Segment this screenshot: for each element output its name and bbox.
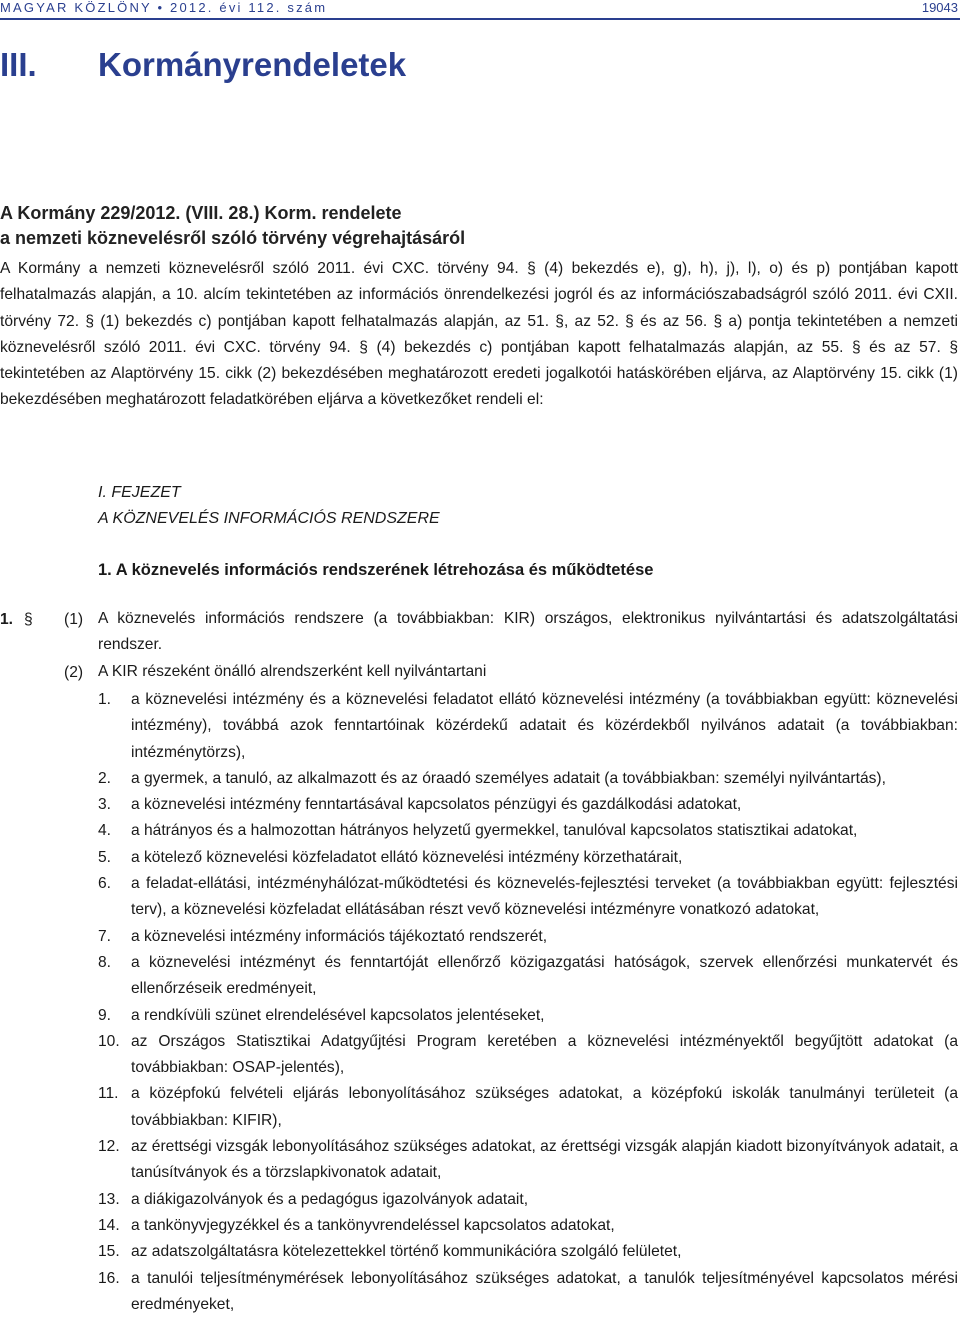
chapter-title: A KÖZNEVELÉS INFORMÁCIÓS RENDSZERE [98,510,440,527]
list-item-number: 9. [98,1006,112,1024]
section-number: 1. [0,611,14,628]
enumerated-list [0,687,960,1318]
part-number: III. [0,46,37,83]
list-item [0,1239,960,1265]
paragraph-number: (2) [64,664,84,681]
list-item-number: 6. [98,875,112,893]
list-item [0,792,960,818]
list-item-number: 8. [98,953,112,971]
list-item-text: a gyermek, a tanuló, az alkalmazott és az óraadó személyes adatait (a továbbiakban: személyi nyilvántartás), [131,769,886,787]
paragraph-text: A köznevelés információs rendszere (a továbbiakban: KIR) országos, elektronikus nyilvántartási és adatszolgáltatási rendszer. [98,610,958,654]
list-item-text: a köznevelési intézményt és fenntartóját ellenőrző közigazgatási hatóságok, szervek ellenőrzési munkatervét és ellenőrzéseik eredményeit, [131,953,958,998]
list-item [0,1003,960,1029]
list-item [0,924,960,950]
list-item-number: 15. [98,1243,120,1261]
list-item-text: az érettségi vizsgák lebonyolításához szükséges adatokat, az érettségi vizsgák alapján kiadott bizonyítványok adatait, a tanúsítványok és a törzslapkivonatok adatait, [131,1138,958,1182]
list-item-text: az adatszolgáltatásra kötelezettekkel történő kommunikációra szolgáló felületet, [131,1243,682,1261]
list-item-text: a középfokú felvételi eljárás lebonyolításához szükséges adatokat, a középfokú iskolák tanulmányi területeit (a továbbiakban: KIFIR), [131,1085,958,1129]
list-item-text: a feladat-ellátási, intézményhálózat-működtetési és köznevelés-fejlesztési terveket (a továbbiakban együtt: fejlesztési terv), a köznevelési közfeladat ellátásában részt vevő köznevelési intézményre vonatkozó adatokat, [131,875,958,919]
preamble: A Kormány a nemzeti köznevelésről szóló 2011. évi CXC. törvény 94. § (4) bekezdés e), g), h), j), l), o) és p) pontjában kapott felhatalmazás alapján, a 10. alcím tekintetében az információs önrendelkezési jogról és az információszabadságról szóló 2011. évi CXII. törvény 72. § (1) bekezdés c) pontjában kapott felhatalmazás alapján, az 51. §, az 52. § és az 56. § a) pontja tekintetében a nemzeti köznevelésről szóló 2011. évi CXC. törvény 94. § (4) bekezdés c) pontjában kapott felhatalmazás alapján, az 55. § és az 57. § tekintetében az Alaptörvény 15. cikk (2) bekezdésében meghatározott eredeti jogalkotói hatáskörében eljárva, az Alaptörvény 15. cikk (1) bekezdésében meghatározott feladatkörében eljárva a következőket rendeli el: [0,260,958,409]
subtitle: 1. A köznevelés információs rendszerének létrehozása és működtetése [98,561,654,579]
list-item [0,1081,960,1134]
list-item [0,950,960,1003]
paragraph-number: (1) [64,611,84,628]
list-item-number: 5. [98,848,112,866]
list-item [0,845,960,871]
list-item-text: az Országos Statisztikai Adatgyűjtési Program keretében a köznevelési intézményektől begyűjtött adatokat (a továbbiakban: OSAP-jelentés), [131,1032,958,1077]
page-header [0,0,960,14]
list-item-number: 12. [98,1138,120,1156]
decree-title-line1: A Kormány 229/2012. (VIII. 28.) Korm. rendelete [0,203,402,223]
list-item-number: 1. [98,691,112,708]
list-item-number: 13. [98,1190,120,1208]
list-item-number: 10. [98,1032,120,1050]
list-item-text: a kötelező köznevelési közfeladatot ellátó köznevelési intézmény körzethatárait, [131,848,683,866]
part-title: Kormányrendeletek [98,46,407,83]
decree-title [0,201,960,251]
list-item [0,1029,960,1082]
list-item [0,1266,960,1318]
list-item-number: 2. [98,769,112,787]
list-item-text: a rendkívüli szünet elrendelésével kapcsolatos jelentéseket, [131,1006,545,1024]
list-item-text: a tanulói teljesítménymérések lebonyolításához szükséges adatokat, a tanulók teljesítményével kapcsolatos mérési eredményeket, [131,1269,958,1313]
list-item [0,871,960,924]
page-number: 19043 [921,0,958,15]
section-sign: § [24,611,33,628]
list-item [0,687,960,766]
list-item-text: a köznevelési intézmény fenntartásával kapcsolatos pénzügyi és gazdálkodási adatokat, [131,796,742,814]
decree-title-line2: a nemzeti köznevelésről szóló törvény végrehajtásáról [0,228,466,248]
paragraph-text: A KIR részeként önálló alrendszerként kell nyilvántartani [98,663,487,680]
list-item-text: a hátrányos és a halmozottan hátrányos helyzetű gyermekkel, tanulóval kapcsolatos statisztikai adatokat, [131,822,858,840]
chapter-number: I. FEJEZET [98,484,181,501]
list-item-number: 16. [98,1269,120,1287]
list-item [0,818,960,844]
list-item-number: 4. [98,822,112,840]
list-item [0,1187,960,1213]
list-item-text: a köznevelési intézmény információs tájékoztató rendszerét, [131,927,548,945]
publication-title: MAGYAR KÖZLÖNY • 2012. évi 112. szám [0,0,328,15]
list-item-number: 7. [98,927,112,945]
list-item [0,1134,960,1187]
list-item-text: a köznevelési intézmény és a köznevelési feladatot ellátó köznevelési intézmény (a továbbiakban együtt: köznevelési intézmény), továbbá azok fenntartóinak közérdekű adatait és közérdekből nyilvános adatait (a továbbiakban: intézménytörzs), [131,691,958,761]
list-item-number: 3. [98,796,112,814]
list-item-number: 14. [98,1216,120,1234]
header-divider [0,18,960,20]
list-item [0,1213,960,1239]
list-item [0,766,960,792]
list-item-text: a tankönyvjegyzékkel és a tankönyvrendeléssel kapcsolatos adatokat, [131,1216,615,1234]
list-item-number: 11. [98,1085,119,1103]
list-item-text: a diákigazolványok és a pedagógus igazolványok adatait, [131,1190,529,1208]
